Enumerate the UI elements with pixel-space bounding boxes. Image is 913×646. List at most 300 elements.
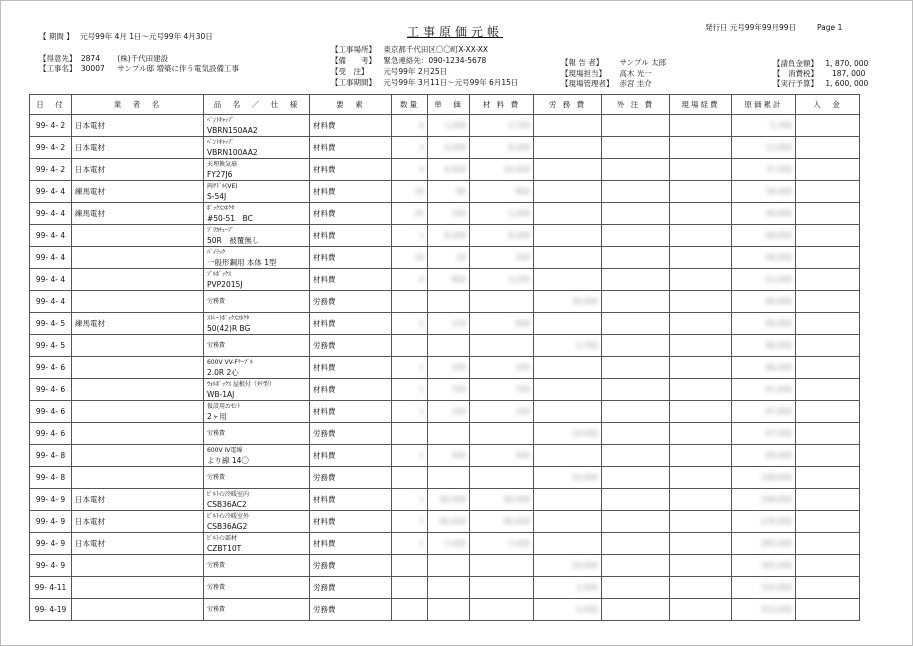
page-label: Page bbox=[817, 23, 836, 32]
row-payment bbox=[796, 291, 860, 313]
row-cost-total: 86,000 bbox=[732, 357, 796, 379]
row-cost-total: 315,000 bbox=[732, 599, 796, 621]
table-row bbox=[30, 335, 860, 357]
row-vendor bbox=[72, 335, 204, 357]
work-name: サンプル邸 増築に伴う電気設備工事 bbox=[117, 64, 239, 73]
page-number bbox=[817, 23, 842, 33]
site-manager-label: 【現場管理者】 bbox=[561, 79, 614, 88]
contract-field bbox=[773, 59, 869, 69]
row-item bbox=[204, 313, 310, 335]
tax-field bbox=[773, 69, 865, 79]
row-outsource bbox=[602, 599, 670, 621]
row-item bbox=[204, 423, 310, 445]
table-row bbox=[30, 533, 860, 555]
table-row bbox=[30, 247, 860, 269]
row-cost-total: 97,000 bbox=[732, 423, 796, 445]
col-vendor: 業 者 名 bbox=[72, 95, 204, 115]
row-item bbox=[204, 599, 310, 621]
item-name: ﾋﾞﾙﾄｲﾝ冷暖室内 bbox=[207, 491, 250, 498]
col-qty: 数量 bbox=[392, 95, 428, 115]
note-field bbox=[331, 56, 486, 66]
row-payment bbox=[796, 203, 860, 225]
work-name-label: 【工事名】 bbox=[39, 64, 77, 73]
table-row bbox=[30, 269, 860, 291]
ledger-body bbox=[30, 115, 860, 621]
order-label: 【受 注】 bbox=[331, 67, 369, 76]
row-payment bbox=[796, 137, 860, 159]
row-qty: 20 bbox=[392, 203, 428, 225]
row-item bbox=[204, 489, 310, 511]
row-material: 8,000 bbox=[470, 225, 534, 247]
row-cost-total: 198,000 bbox=[732, 489, 796, 511]
row-date: 99- 4- 9 bbox=[30, 511, 72, 533]
row-material bbox=[470, 291, 534, 313]
table-row bbox=[30, 203, 860, 225]
row-payment bbox=[796, 379, 860, 401]
row-outsource bbox=[602, 335, 670, 357]
row-cost-total: 13,000 bbox=[732, 137, 796, 159]
row-labor: 10,000 bbox=[534, 423, 602, 445]
row-qty bbox=[392, 423, 428, 445]
row-labor bbox=[534, 489, 602, 511]
row-price: 7,000 bbox=[428, 533, 470, 555]
row-cost-total: 87,000 bbox=[732, 379, 796, 401]
row-site-expense bbox=[670, 247, 732, 269]
table-row bbox=[30, 445, 860, 467]
item-spec: 50(42)R BG bbox=[207, 323, 251, 333]
row-item bbox=[204, 533, 310, 555]
row-date: 99- 4- 6 bbox=[30, 423, 72, 445]
customer-field bbox=[39, 54, 168, 64]
table-row bbox=[30, 159, 860, 181]
note-value: 緊急連絡先：090-1234-5678 bbox=[383, 56, 487, 65]
row-payment bbox=[796, 335, 860, 357]
row-site-expense bbox=[670, 115, 732, 137]
row-site-expense bbox=[670, 445, 732, 467]
table-row bbox=[30, 379, 860, 401]
row-labor: 5,000 bbox=[534, 599, 602, 621]
reporter-value: サンプル 太郎 bbox=[619, 58, 667, 67]
row-vendor bbox=[72, 379, 204, 401]
row-labor bbox=[534, 511, 602, 533]
row-element: 材料費 bbox=[310, 511, 392, 533]
row-vendor bbox=[72, 357, 204, 379]
row-price: 80,000 bbox=[428, 511, 470, 533]
row-outsource bbox=[602, 137, 670, 159]
row-vendor bbox=[72, 269, 204, 291]
row-site-expense bbox=[670, 379, 732, 401]
row-outsource bbox=[602, 489, 670, 511]
row-labor bbox=[534, 203, 602, 225]
row-vendor bbox=[72, 423, 204, 445]
row-element: 材料費 bbox=[310, 489, 392, 511]
row-qty: 5 bbox=[392, 313, 428, 335]
table-row bbox=[30, 511, 860, 533]
row-price: 80 bbox=[428, 181, 470, 203]
row-price bbox=[428, 467, 470, 489]
col-price: 単 価 bbox=[428, 95, 470, 115]
row-item bbox=[204, 335, 310, 357]
site-manager-value: 赤宮 圭介 bbox=[619, 79, 652, 88]
row-site-expense bbox=[670, 181, 732, 203]
item-name: 天埋換気扇 bbox=[207, 161, 238, 168]
budget-label: 【実行予算】 bbox=[773, 79, 818, 88]
col-labor: 労 務 費 bbox=[534, 95, 602, 115]
row-element: 材料費 bbox=[310, 269, 392, 291]
row-date: 99- 4- 6 bbox=[30, 379, 72, 401]
row-qty: 10 bbox=[392, 181, 428, 203]
row-vendor: 練馬電材 bbox=[72, 313, 204, 335]
row-date: 99- 4- 4 bbox=[30, 269, 72, 291]
row-vendor bbox=[72, 291, 204, 313]
row-date: 99- 4- 4 bbox=[30, 247, 72, 269]
row-date: 99- 4- 2 bbox=[30, 159, 72, 181]
row-site-expense bbox=[670, 159, 732, 181]
customer-name: (株)千代田建設 bbox=[117, 54, 169, 63]
row-qty bbox=[392, 291, 428, 313]
row-cost-total: 80,000 bbox=[732, 291, 796, 313]
table-row bbox=[30, 115, 860, 137]
row-cost-total: 278,000 bbox=[732, 511, 796, 533]
tax-label: 【 消費税】 bbox=[773, 69, 818, 78]
row-material: 7,000 bbox=[470, 533, 534, 555]
table-row bbox=[30, 577, 860, 599]
item-name: ﾌﾟﾘｶﾁｭｰﾌﾞ bbox=[207, 227, 235, 234]
row-payment bbox=[796, 225, 860, 247]
work-code: 30007 bbox=[80, 64, 105, 73]
row-qty: 1 bbox=[392, 379, 428, 401]
row-vendor: 日本電材 bbox=[72, 533, 204, 555]
item-spec: WB-1AJ bbox=[207, 389, 235, 399]
period-field bbox=[39, 32, 213, 42]
row-cost-total: 305,000 bbox=[732, 555, 796, 577]
row-date: 99- 4-11 bbox=[30, 577, 72, 599]
row-material: 200 bbox=[470, 357, 534, 379]
row-price: 500 bbox=[428, 445, 470, 467]
row-qty: 4 bbox=[392, 159, 428, 181]
row-cost-total: 48,000 bbox=[732, 225, 796, 247]
row-date: 99- 4-19 bbox=[30, 599, 72, 621]
row-item bbox=[204, 291, 310, 313]
issue-date-label: 発行日 bbox=[705, 23, 728, 32]
item-name: 600V VV-Fｹｰﾌﾞﾙ bbox=[207, 359, 253, 366]
row-element: 材料費 bbox=[310, 225, 392, 247]
row-qty: 1 bbox=[392, 445, 428, 467]
row-element: 材料費 bbox=[310, 379, 392, 401]
row-site-expense bbox=[670, 137, 732, 159]
site-person-value: 高木 光一 bbox=[619, 69, 652, 78]
item-spec: より線 14〇 bbox=[207, 455, 249, 465]
row-payment bbox=[796, 159, 860, 181]
item-spec: 2ヶ用 bbox=[207, 411, 227, 421]
row-price: 700 bbox=[428, 379, 470, 401]
row-qty: 1 bbox=[392, 357, 428, 379]
row-material: 80,000 bbox=[470, 511, 534, 533]
row-outsource bbox=[602, 445, 670, 467]
table-row bbox=[30, 599, 860, 621]
row-labor bbox=[534, 269, 602, 291]
row-qty: 10 bbox=[392, 247, 428, 269]
row-outsource bbox=[602, 401, 670, 423]
row-item bbox=[204, 203, 310, 225]
row-labor bbox=[534, 313, 602, 335]
item-spec: CSB36AC2 bbox=[207, 499, 247, 509]
row-labor bbox=[534, 247, 602, 269]
row-labor bbox=[534, 137, 602, 159]
item-name: ﾌﾟﾙﾎﾞｯｸｽ bbox=[207, 271, 232, 278]
row-material: 5,700 bbox=[470, 115, 534, 137]
row-date: 99- 4- 2 bbox=[30, 115, 72, 137]
table-row bbox=[30, 225, 860, 247]
item-name: ﾋﾞﾙﾄｲﾝ冷暖室外 bbox=[207, 513, 250, 520]
row-qty bbox=[392, 467, 428, 489]
row-qty bbox=[392, 577, 428, 599]
site-field bbox=[331, 45, 488, 55]
row-payment bbox=[796, 401, 860, 423]
row-outsource bbox=[602, 577, 670, 599]
col-site-expense: 現場経費 bbox=[670, 95, 732, 115]
row-price: 200 bbox=[428, 357, 470, 379]
row-outsource bbox=[602, 181, 670, 203]
order-field bbox=[331, 67, 447, 77]
row-cost-total: 38,000 bbox=[732, 181, 796, 203]
row-element: 材料費 bbox=[310, 181, 392, 203]
row-site-expense bbox=[670, 467, 732, 489]
row-element: 材料費 bbox=[310, 357, 392, 379]
customer-code: 2874 bbox=[80, 54, 100, 63]
row-element: 材料費 bbox=[310, 203, 392, 225]
row-labor: 5,700 bbox=[534, 335, 602, 357]
item-name: 両ｻﾄﾞﾙ(VE) bbox=[207, 183, 238, 190]
row-element: 労務費 bbox=[310, 555, 392, 577]
row-qty bbox=[392, 335, 428, 357]
row-cost-total: 52,000 bbox=[732, 269, 796, 291]
row-item bbox=[204, 379, 310, 401]
row-element: 材料費 bbox=[310, 137, 392, 159]
row-vendor: 日本電材 bbox=[72, 489, 204, 511]
item-spec: CZBT10T bbox=[207, 543, 242, 553]
row-site-expense bbox=[670, 401, 732, 423]
table-row bbox=[30, 181, 860, 203]
row-vendor: 日本電材 bbox=[72, 159, 204, 181]
row-element: 材料費 bbox=[310, 115, 392, 137]
row-labor bbox=[534, 115, 602, 137]
document-title: 工事原価元帳 bbox=[406, 25, 503, 39]
row-element: 材料費 bbox=[310, 159, 392, 181]
row-payment bbox=[796, 533, 860, 555]
row-cost-total: 285,000 bbox=[732, 533, 796, 555]
row-outsource bbox=[602, 291, 670, 313]
row-item bbox=[204, 247, 310, 269]
row-site-expense bbox=[670, 489, 732, 511]
row-date: 99- 4- 9 bbox=[30, 489, 72, 511]
row-labor bbox=[534, 445, 602, 467]
row-material: 2,000 bbox=[470, 203, 534, 225]
row-date: 99- 4- 2 bbox=[30, 137, 72, 159]
row-vendor bbox=[72, 401, 204, 423]
row-site-expense bbox=[670, 291, 732, 313]
row-cost-total: 98,000 bbox=[732, 445, 796, 467]
row-element: 労務費 bbox=[310, 335, 392, 357]
row-material: 500 bbox=[470, 445, 534, 467]
row-date: 99- 4- 8 bbox=[30, 467, 72, 489]
term-label: 【工事期間】 bbox=[331, 78, 376, 87]
row-cost-total: 37,000 bbox=[732, 159, 796, 181]
row-cost-total: 108,000 bbox=[732, 467, 796, 489]
row-material: 3,200 bbox=[470, 269, 534, 291]
row-outsource bbox=[602, 379, 670, 401]
item-spec: 2.0R 2心 bbox=[207, 367, 239, 377]
row-vendor bbox=[72, 467, 204, 489]
item-name: 労務費 bbox=[207, 583, 226, 591]
row-cost-total: 80,000 bbox=[732, 313, 796, 335]
row-material bbox=[470, 555, 534, 577]
row-material bbox=[470, 599, 534, 621]
row-price: 800 bbox=[428, 269, 470, 291]
row-site-expense bbox=[670, 577, 732, 599]
row-item bbox=[204, 555, 310, 577]
table-row bbox=[30, 291, 860, 313]
row-labor: 30,000 bbox=[534, 291, 602, 313]
row-site-expense bbox=[670, 511, 732, 533]
contract-label: 【請負金額】 bbox=[773, 59, 818, 68]
table-row bbox=[30, 555, 860, 577]
row-labor bbox=[534, 181, 602, 203]
item-name: ﾊﾟｲﾗｯｸ bbox=[207, 249, 226, 256]
row-outsource bbox=[602, 467, 670, 489]
row-vendor: 練馬電材 bbox=[72, 181, 204, 203]
row-item bbox=[204, 577, 310, 599]
row-material bbox=[470, 577, 534, 599]
row-payment bbox=[796, 313, 860, 335]
row-material: 8,000 bbox=[470, 137, 534, 159]
row-site-expense bbox=[670, 203, 732, 225]
item-name: 労務費 bbox=[207, 341, 226, 349]
row-element: 労務費 bbox=[310, 577, 392, 599]
row-qty bbox=[392, 555, 428, 577]
row-material: 200 bbox=[470, 247, 534, 269]
row-outsource bbox=[602, 159, 670, 181]
row-labor bbox=[534, 357, 602, 379]
row-vendor: 日本電材 bbox=[72, 137, 204, 159]
row-price: 20 bbox=[428, 247, 470, 269]
site-label: 【工事場所】 bbox=[331, 45, 376, 54]
row-cost-total: 5,700 bbox=[732, 115, 796, 137]
row-site-expense bbox=[670, 313, 732, 335]
row-item bbox=[204, 445, 310, 467]
row-vendor bbox=[72, 599, 204, 621]
row-price: 1,000 bbox=[428, 115, 470, 137]
row-outsource bbox=[602, 511, 670, 533]
note-label: 【備 考】 bbox=[331, 56, 376, 65]
row-element: 材料費 bbox=[310, 313, 392, 335]
row-date: 99- 4- 4 bbox=[30, 181, 72, 203]
table-row bbox=[30, 423, 860, 445]
item-spec: #50-51 BC bbox=[207, 213, 253, 223]
row-vendor bbox=[72, 555, 204, 577]
col-cost-total: 原価累計 bbox=[732, 95, 796, 115]
row-item bbox=[204, 467, 310, 489]
reporter-field bbox=[561, 58, 666, 68]
item-name: 労務費 bbox=[207, 429, 226, 437]
row-labor bbox=[534, 225, 602, 247]
row-item bbox=[204, 225, 310, 247]
table-row bbox=[30, 357, 860, 379]
item-name: ﾋﾞﾙﾄｲﾝ部材 bbox=[207, 535, 238, 542]
period-value: 元号99年 4月 1日～元号99年 4月30日 bbox=[80, 32, 213, 41]
row-date: 99- 4- 4 bbox=[30, 225, 72, 247]
item-name: 労務費 bbox=[207, 297, 226, 305]
row-material: 24,000 bbox=[470, 159, 534, 181]
contract-value: 1, 870, 000 bbox=[825, 59, 869, 68]
tax-value: 187, 000 bbox=[831, 69, 866, 78]
item-spec: VBRN100AA2 bbox=[207, 147, 258, 157]
customer-label: 【得意先】 bbox=[39, 54, 77, 63]
row-material: 800 bbox=[470, 181, 534, 203]
item-name: ﾎﾞｯｸｽｺﾈｸﾀ bbox=[207, 205, 235, 212]
row-labor bbox=[534, 379, 602, 401]
row-date: 99- 4- 6 bbox=[30, 401, 72, 423]
row-date: 99- 4- 4 bbox=[30, 291, 72, 313]
row-payment bbox=[796, 599, 860, 621]
row-material: 90,000 bbox=[470, 489, 534, 511]
row-vendor: 練馬電材 bbox=[72, 203, 204, 225]
item-spec: VBRN150AA2 bbox=[207, 125, 258, 135]
row-payment bbox=[796, 181, 860, 203]
row-price: 4,000 bbox=[428, 137, 470, 159]
row-date: 99- 4- 5 bbox=[30, 313, 72, 335]
col-element: 要 素 bbox=[310, 95, 392, 115]
row-payment bbox=[796, 269, 860, 291]
row-outsource bbox=[602, 269, 670, 291]
col-outsource: 外 注 費 bbox=[602, 95, 670, 115]
row-material: 100 bbox=[470, 401, 534, 423]
reporter-label: 【報 告 者】 bbox=[561, 58, 604, 67]
row-outsource bbox=[602, 357, 670, 379]
row-item bbox=[204, 401, 310, 423]
row-outsource bbox=[602, 555, 670, 577]
row-site-expense bbox=[670, 599, 732, 621]
row-vendor: 日本電材 bbox=[72, 115, 204, 137]
row-payment bbox=[796, 467, 860, 489]
row-labor: 20,000 bbox=[534, 555, 602, 577]
row-date: 99- 4- 9 bbox=[30, 555, 72, 577]
row-price bbox=[428, 423, 470, 445]
row-material: 600 bbox=[470, 313, 534, 335]
row-labor: 10,000 bbox=[534, 467, 602, 489]
row-price bbox=[428, 599, 470, 621]
row-payment bbox=[796, 511, 860, 533]
term-field bbox=[331, 78, 518, 88]
term-value: 元号99年 3月11日～元号99年 6月15日 bbox=[383, 78, 519, 87]
row-date: 99- 4- 9 bbox=[30, 533, 72, 555]
item-spec: FY27J6 bbox=[207, 169, 233, 179]
table-header-row bbox=[30, 95, 860, 115]
row-vendor bbox=[72, 225, 204, 247]
row-qty: 4 bbox=[392, 269, 428, 291]
row-labor: 5,000 bbox=[534, 577, 602, 599]
item-name: ｽﾄﾚｰﾄﾎﾞｯｸｽｺﾈｸﾀ bbox=[207, 315, 250, 322]
row-payment bbox=[796, 577, 860, 599]
row-item bbox=[204, 357, 310, 379]
row-vendor bbox=[72, 247, 204, 269]
row-outsource bbox=[602, 313, 670, 335]
row-price: 90,000 bbox=[428, 489, 470, 511]
work-name-field bbox=[39, 64, 239, 74]
item-name: 労務費 bbox=[207, 605, 226, 613]
row-item bbox=[204, 115, 310, 137]
col-date: 日 付 bbox=[30, 95, 72, 115]
